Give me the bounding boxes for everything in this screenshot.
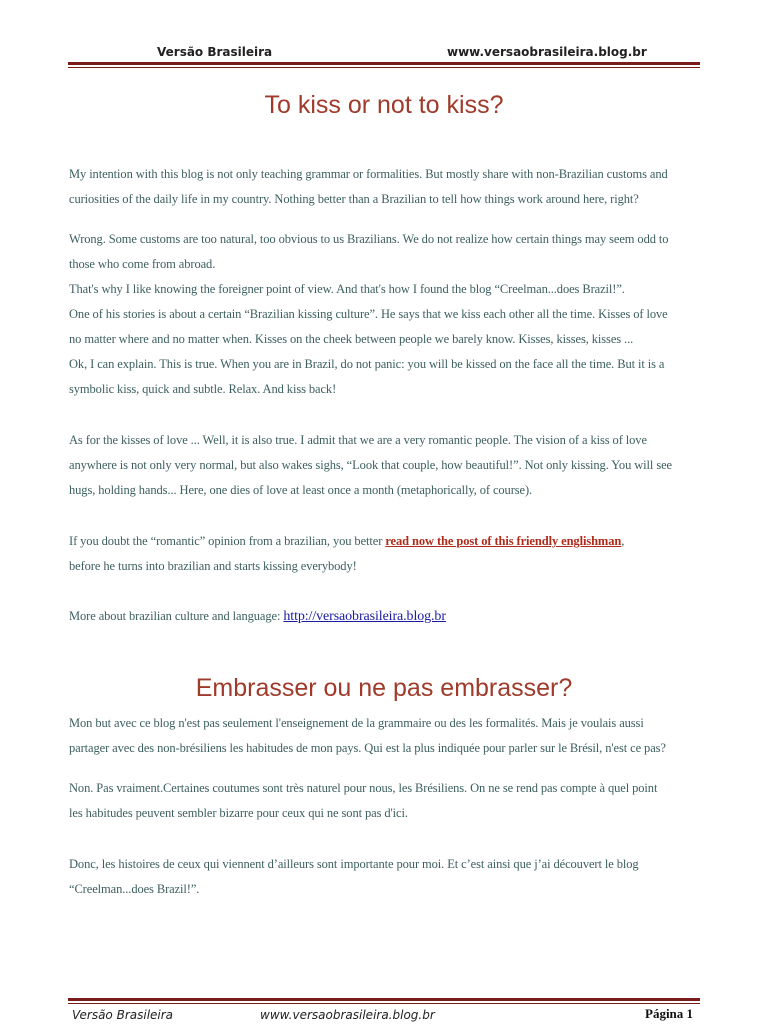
text-line: One of his stories is about a certain “Brazilian kissing culture”. He says that we kiss each other all the time. Kisses of love (69, 307, 668, 321)
blog-url-link[interactable]: http://versaobrasileira.blog.br (283, 609, 446, 624)
text-line: My intention with this blog is not only teaching grammar or formalities. But mostly share with non-Brazilian customs and (69, 167, 668, 181)
footer-divider (68, 998, 700, 1001)
englishman-post-link[interactable]: read now the post of this friendly englishman (385, 534, 622, 548)
text-line (69, 529, 701, 554)
text-line: Ok, I can explain. This is true. When you are in Brazil, do not panic: you will be kissed on the face all the time. But it is a (69, 357, 665, 371)
text-line: Mon but avec ce blog n'est pas seulement l'enseignement de la grammaire ou des les formalités. Mais je voulais aussi (69, 716, 644, 730)
section1-paragraph-3 (69, 428, 701, 503)
section2-title: Embrasser ou ne pas embrasser? (195, 674, 573, 702)
header-divider (68, 62, 700, 65)
text-fragment: If you doubt the “romantic” opinion from a brazilian, you better (69, 534, 386, 548)
text-line: those who come from abroad. (69, 257, 216, 271)
text-line: Wrong. Some customs are too natural, too obvious to us Brazilians. We do not realize how certain things may seem odd to (69, 232, 669, 246)
section1-paragraph-2 (69, 227, 701, 402)
text-line: As for the kisses of love ... Well, it is also true. I admit that we are a very romantic people. The vision of a kiss of love (69, 433, 647, 447)
text-line: hugs, holding hands... Here, one dies of love at least once a month (metaphorically, of course). (69, 483, 533, 497)
text-line (69, 604, 701, 629)
text-line: anywhere is not only very normal, but also wakes sighs, “Look that couple, how beautiful!”. Not only kissing. You will see (69, 458, 672, 472)
header-site-url: www.versaobrasileira.blog.br (447, 45, 647, 59)
text-line: curiosities of the daily life in my country. Nothing better than a Brazilian to tell how things work around here, right? (69, 192, 639, 206)
text-line: les habitudes peuvent sembler bizarre pour ceux qui ne sont pas d'ici. (69, 806, 408, 820)
text-line: That's why I like knowing the foreigner point of view. And that's how I found the blog “Creelman...does Brazil!”. (69, 282, 625, 296)
section1-paragraph-5 (69, 604, 701, 629)
footer-divider-thin (68, 1003, 700, 1004)
text-line: Non. Pas vraiment.Certaines coutumes sont très naturel pour nous, les Brésiliens. On ne se rend pas compte à quel point (69, 781, 658, 795)
text-line: “Creelman...does Brazil!”. (69, 882, 200, 896)
footer-site-url: www.versaobrasileira.blog.br (260, 1008, 435, 1022)
section2-paragraph-2 (69, 776, 701, 826)
section1-title: To kiss or not to kiss? (264, 91, 504, 119)
footer-site-name: Versão Brasileira (72, 1008, 174, 1022)
page-number: Página 1 (645, 1006, 694, 1021)
text-line: no matter where and no matter when. Kisses on the cheek between people we barely know. Kisses, kisses, kisses ... (69, 332, 634, 346)
text-line: Donc, les histoires de ceux qui viennent d’ailleurs sont importante pour moi. Et c’est ainsi que j’ai découvert le blog (69, 857, 639, 871)
section1-paragraph-1 (69, 162, 701, 212)
section2-paragraph-1 (69, 711, 701, 761)
header-site-name: Versão Brasileira (157, 45, 273, 59)
text-line: symbolic kiss, quick and subtle. Relax. And kiss back! (69, 382, 337, 396)
text-fragment: More about brazilian culture and language: (69, 609, 284, 623)
text-line: before he turns into brazilian and starts kissing everybody! (69, 559, 357, 573)
section2-paragraph-3 (69, 852, 701, 902)
header-divider-thin (68, 67, 700, 68)
section1-paragraph-4 (69, 529, 701, 579)
text-line: partager avec des non-brésiliens les habitudes de mon pays. Qui est la plus indiquée pour parler sur le Brésil, n'est ce pas? (69, 741, 666, 755)
text-fragment: , (621, 534, 625, 548)
